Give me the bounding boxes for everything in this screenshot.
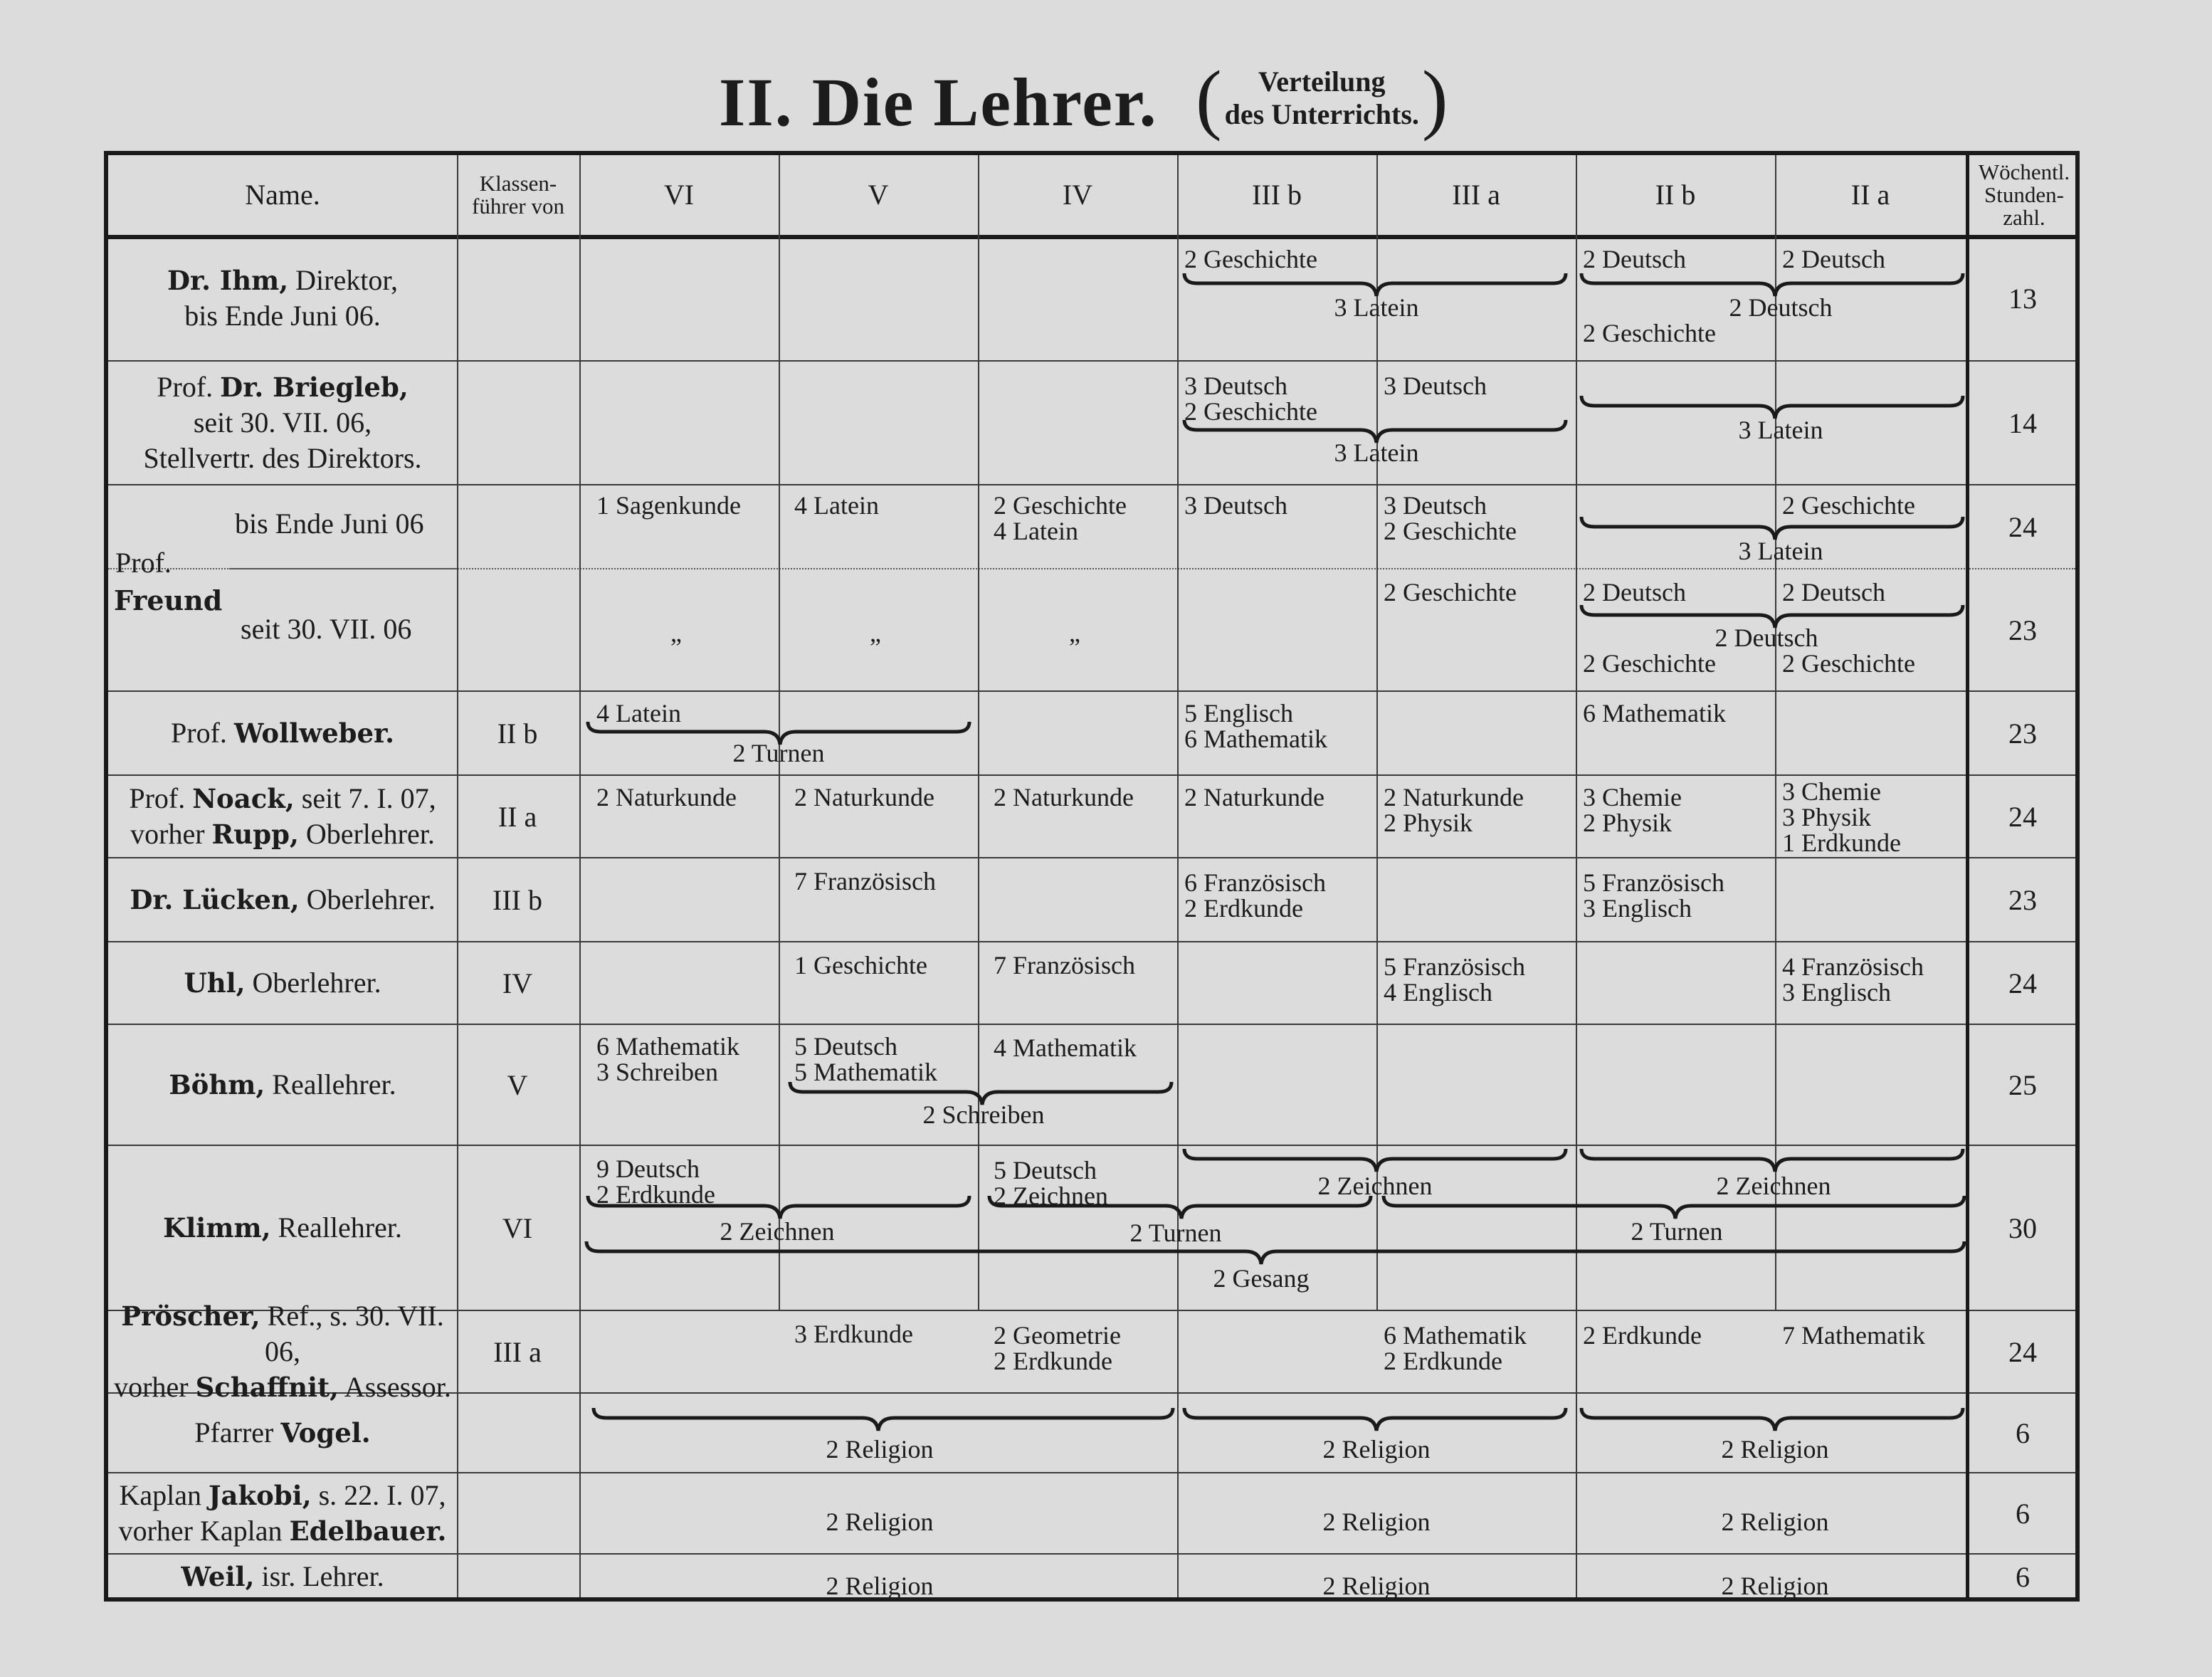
kf-boehm: V [507, 1068, 528, 1101]
role-briegleb: Stellvertr. des Direktors. [143, 442, 422, 474]
name-freund: Freund [114, 584, 223, 616]
brace [1580, 515, 1964, 544]
brace [586, 720, 971, 749]
entry-freund1-iv: 2 Geschichte 4 Latein [994, 491, 1127, 545]
title-noack: Prof. [129, 782, 193, 814]
entry-wollweber-latein: 4 Latein [596, 699, 681, 727]
period-ihm: bis Ende Juni 06. [184, 300, 381, 332]
entry-freund1-iiia: 3 Deutsch 2 Geschichte [1384, 491, 1517, 545]
name-boehm: Böhm, [169, 1069, 265, 1100]
period-freund-2: seit 30. VII. 06 [241, 613, 412, 645]
total-noack: 24 [2008, 800, 2037, 833]
kf-uhl: IV [502, 967, 533, 999]
teacher-uhl [108, 942, 457, 1024]
entry-noack-iiia: 2 Naturkunde 2 Physik [1384, 783, 1524, 837]
kf-noack: II a [497, 800, 537, 833]
brace [586, 1194, 985, 1223]
vorher-noack: vorher [130, 818, 212, 850]
brace [585, 1240, 1980, 1268]
entry-jakobi-1: 2 Religion [826, 1508, 934, 1536]
entry-freund1-v: 4 Latein [794, 491, 879, 520]
col-rule [1177, 155, 1179, 1597]
prof-freund: Prof. [115, 547, 172, 579]
brace [1183, 1147, 1581, 1176]
entry-noack-iiib: 2 Naturkunde [1184, 783, 1324, 811]
entry-vogel-2: 2 Religion [1322, 1435, 1431, 1463]
header-class-IIIb: III b [1252, 179, 1302, 211]
entry-proescher-iv: 2 Geometrie 2 Erdkunde [994, 1321, 1121, 1375]
vorher-proescher: vorher [114, 1371, 196, 1403]
brace [1580, 604, 1964, 632]
entry-proescher-iiia: 6 Mathematik 2 Erdkunde [1384, 1321, 1527, 1375]
kf-klimm: VI [502, 1211, 533, 1244]
name-uhl: Uhl, [184, 967, 246, 999]
name-weil: Weil, [181, 1561, 255, 1592]
entry-uhl-iiia: 5 Französisch 4 Englisch [1384, 952, 1525, 1006]
role-boehm: Reallehrer. [265, 1068, 396, 1100]
total-uhl: 24 [2008, 967, 2037, 999]
entry-freund2-geschichte-iia: 2 Geschichte [1782, 649, 1915, 678]
name-vogel: Vogel. [280, 1417, 371, 1449]
entry-freund1-iia: 2 Geschichte [1782, 491, 1915, 520]
entry-proescher-iib: 2 Erdkunde [1583, 1321, 1702, 1350]
name-jakobi: Jakobi, [209, 1480, 312, 1511]
col-rule [1576, 155, 1577, 1597]
header-class-IIb: II b [1655, 179, 1696, 211]
header-klassenfuehrer: Klassen- führer von [472, 171, 564, 219]
teacher-luecken [108, 858, 457, 941]
freund-dotted-rule [229, 568, 457, 569]
kf-wollweber: II b [497, 717, 538, 750]
name-klimm: Klimm, [163, 1212, 271, 1244]
name-wollweber: Wollweber. [233, 717, 394, 749]
role-rupp: Oberlehrer. [298, 818, 435, 850]
entry-boehm-iv: 4 Mathematik [994, 1034, 1137, 1062]
role-proescher: Ref., s. 30. VII. 06, [260, 1300, 444, 1367]
paren-close: ) [1421, 55, 1448, 142]
total-vogel: 6 [2016, 1416, 2030, 1449]
entry-noack-v: 2 Naturkunde [794, 783, 934, 811]
brace [988, 1194, 1386, 1223]
brace [1580, 1407, 1979, 1435]
total-klimm: 30 [2008, 1211, 2037, 1244]
entry-freund2-iiia: 2 Geschichte [1384, 578, 1517, 606]
name-proescher: Pröscher, [121, 1300, 260, 1332]
entry-wollweber-iib: 6 Mathematik [1583, 699, 1726, 727]
entry-ihm-geschichte-2: 2 Geschichte [1583, 319, 1716, 347]
total-boehm: 25 [2008, 1068, 2037, 1101]
teacher-weil [108, 1555, 457, 1599]
period-noack: seit 7. I. 07, [294, 782, 436, 814]
entry-vogel-3: 2 Religion [1721, 1435, 1829, 1463]
brace [1580, 272, 1964, 300]
entry-ihm-geschichte: 2 Geschichte [1184, 245, 1317, 273]
teacher-wollweber [108, 692, 457, 774]
brace [1183, 1407, 1581, 1435]
header-class-IIa: II a [1850, 179, 1890, 211]
teacher-vogel [108, 1394, 457, 1472]
entry-briegleb-latein-2: 3 Latein [1738, 416, 1823, 444]
brace [1580, 1147, 1979, 1176]
header-total: Wöchentl. Stunden- zahl. [1978, 159, 2070, 230]
col-rule [1775, 155, 1776, 1310]
entry-noack-iv: 2 Naturkunde [994, 783, 1134, 811]
name-noack: Noack, [192, 783, 295, 814]
entry-ihm-latein: 3 Latein [1334, 293, 1419, 322]
header-name: Name. [245, 179, 320, 211]
ditto-mark: „ [670, 619, 682, 647]
total-briegleb: 14 [2008, 406, 2037, 439]
entry-wollweber-turnen: 2 Turnen [732, 739, 825, 767]
header-class-IV: IV [1062, 179, 1093, 211]
entry-proescher-v: 3 Erdkunde [794, 1320, 913, 1348]
entry-jakobi-3: 2 Religion [1721, 1508, 1829, 1536]
entry-uhl-v: 1 Geschichte [794, 951, 927, 979]
entry-vogel-1: 2 Religion [826, 1435, 934, 1463]
entry-noack-vi: 2 Naturkunde [596, 783, 737, 811]
entry-luecken-iib: 5 Französisch 3 Englisch [1583, 868, 1724, 922]
page-title: II. Die Lehrer. [719, 64, 1158, 140]
brace [789, 1081, 1187, 1109]
entry-ihm-deutsch-iia: 2 Deutsch [1782, 245, 1885, 273]
ditto-mark: „ [870, 619, 881, 647]
teacher-jakobi [108, 1473, 457, 1553]
entry-noack-iib: 3 Chemie 2 Physik [1583, 783, 1682, 837]
entry-freund1-vi: 1 Sagenkunde [596, 491, 741, 520]
entry-proescher-iia: 7 Mathematik [1782, 1321, 1925, 1350]
role-luecken: Oberlehrer. [299, 883, 436, 915]
role-ihm: Direktor, [288, 264, 399, 296]
entry-boehm-v: 5 Deutsch 5 Mathematik [794, 1032, 937, 1086]
brace [1183, 272, 1567, 300]
entry-briegleb-iiia: 3 Deutsch [1384, 372, 1487, 400]
entry-klimm-zeichnen-1: 2 Zeichnen [720, 1217, 835, 1246]
title-jakobi: Kaplan [119, 1479, 209, 1511]
entry-uhl-iv: 7 Französisch [994, 951, 1135, 979]
title-briegleb: Prof. [157, 371, 221, 403]
total-freund-2: 23 [2008, 614, 2037, 646]
total-jakobi: 6 [2016, 1497, 2030, 1530]
brace [1183, 419, 1567, 447]
name-schaffnit: Schaffnit, [195, 1372, 339, 1403]
kf-luecken: III b [493, 883, 542, 916]
entry-klimm-gesang: 2 Gesang [1213, 1264, 1310, 1293]
ditto-mark: „ [1069, 619, 1080, 647]
entry-wollweber-iiib: 5 Englisch 6 Mathematik [1184, 699, 1327, 753]
col-rule [978, 155, 979, 1310]
teacher-noack [108, 776, 457, 857]
teacher-klimm [108, 1146, 457, 1310]
name-luecken: Dr. Lücken, [130, 884, 300, 915]
role-klimm: Reallehrer. [270, 1211, 402, 1244]
period-jakobi: s. 22. I. 07, [311, 1479, 446, 1511]
entry-freund2-deutsch-iib: 2 Deutsch [1583, 578, 1686, 606]
subtitle-line1: Verteilung [1258, 65, 1386, 98]
entry-freund1-latein: 3 Latein [1738, 537, 1823, 565]
name-edelbauer: Edelbauer. [289, 1515, 447, 1547]
title-vogel: Pfarrer [194, 1416, 281, 1449]
entry-boehm-schreiben: 2 Schreiben [922, 1100, 1045, 1129]
teacher-briegleb [108, 362, 457, 484]
vorher-jakobi: vorher Kaplan [118, 1515, 290, 1547]
entry-ihm-deutsch-joint: 2 Deutsch [1729, 293, 1833, 322]
entry-briegleb-latein-1: 3 Latein [1334, 438, 1419, 467]
entry-briegleb-iiib: 3 Deutsch 2 Geschichte [1184, 372, 1317, 426]
period-briegleb: seit 30. VII. 06, [193, 406, 372, 438]
total-ihm: 13 [2008, 282, 2037, 315]
entry-noack-iia: 3 Chemie 3 Physik 1 Erdkunde [1782, 777, 1901, 857]
brace [1580, 394, 1964, 423]
entry-klimm-turnen-1: 2 Turnen [1129, 1219, 1222, 1247]
role-schaffnit: Assessor. [339, 1371, 451, 1403]
teacher-proescher [108, 1300, 457, 1403]
brace [1382, 1194, 1973, 1223]
entry-luecken-iiib: 6 Französisch 2 Erdkunde [1184, 868, 1326, 922]
entry-weil-3: 2 Religion [1721, 1572, 1829, 1600]
title-wollweber: Prof. [171, 717, 234, 749]
entry-weil-2: 2 Religion [1322, 1572, 1431, 1600]
paren-open: ( [1196, 55, 1222, 142]
col-rule [579, 155, 581, 1597]
entry-ihm-deutsch-iib: 2 Deutsch [1583, 245, 1686, 273]
entry-luecken-v: 7 Französisch [794, 867, 936, 895]
page-subtitle [1196, 56, 1448, 141]
total-luecken: 23 [2008, 883, 2037, 916]
brace [592, 1407, 1183, 1435]
role-uhl: Oberlehrer. [245, 967, 381, 999]
entry-klimm-vi: 9 Deutsch 2 Erdkunde [596, 1155, 715, 1209]
subtitle-line2: des Unterrichts. [1224, 98, 1419, 130]
entry-freund1-iiib: 3 Deutsch [1184, 491, 1287, 520]
row-rule [108, 484, 2075, 485]
entry-freund2-deutsch-joint: 2 Deutsch [1715, 624, 1818, 652]
name-ihm: Dr. Ihm, [167, 265, 289, 296]
total-proescher: 24 [2008, 1335, 2037, 1368]
entry-klimm-iv: 5 Deutsch 2 Zeichnen [994, 1156, 1108, 1210]
total-wollweber: 23 [2008, 717, 2037, 750]
entry-boehm-vi: 6 Mathematik 3 Schreiben [596, 1032, 739, 1086]
role-weil: isr. Lehrer. [254, 1560, 384, 1592]
name-rupp: Rupp, [211, 819, 299, 850]
total-weil: 6 [2016, 1560, 2030, 1593]
entry-klimm-zeichnen-3: 2 Zeichnen [1716, 1172, 1831, 1200]
name-briegleb: Dr. Briegleb, [220, 372, 409, 403]
entry-klimm-turnen-2: 2 Turnen [1631, 1217, 1723, 1246]
entry-freund2-deutsch-iia: 2 Deutsch [1782, 578, 1885, 606]
total-freund-1: 24 [2008, 510, 2037, 543]
entry-uhl-iia: 4 Französisch 3 Englisch [1782, 952, 1924, 1006]
teacher-table [104, 151, 2080, 1602]
kf-proescher: III a [493, 1335, 542, 1368]
header-class-V: V [868, 179, 889, 211]
teacher-boehm [108, 1025, 457, 1145]
entry-weil-1: 2 Religion [826, 1572, 934, 1600]
entry-freund2-geschichte-iib: 2 Geschichte [1583, 649, 1716, 678]
header-class-VI: VI [663, 179, 695, 211]
entry-klimm-zeichnen-2: 2 Zeichnen [1317, 1172, 1433, 1200]
teacher-ihm [108, 236, 457, 360]
period-freund-1: bis Ende Juni 06 [235, 508, 424, 540]
entry-jakobi-2: 2 Religion [1322, 1508, 1431, 1536]
header-class-IIIa: III a [1452, 179, 1500, 211]
col-rule [1376, 155, 1378, 1310]
